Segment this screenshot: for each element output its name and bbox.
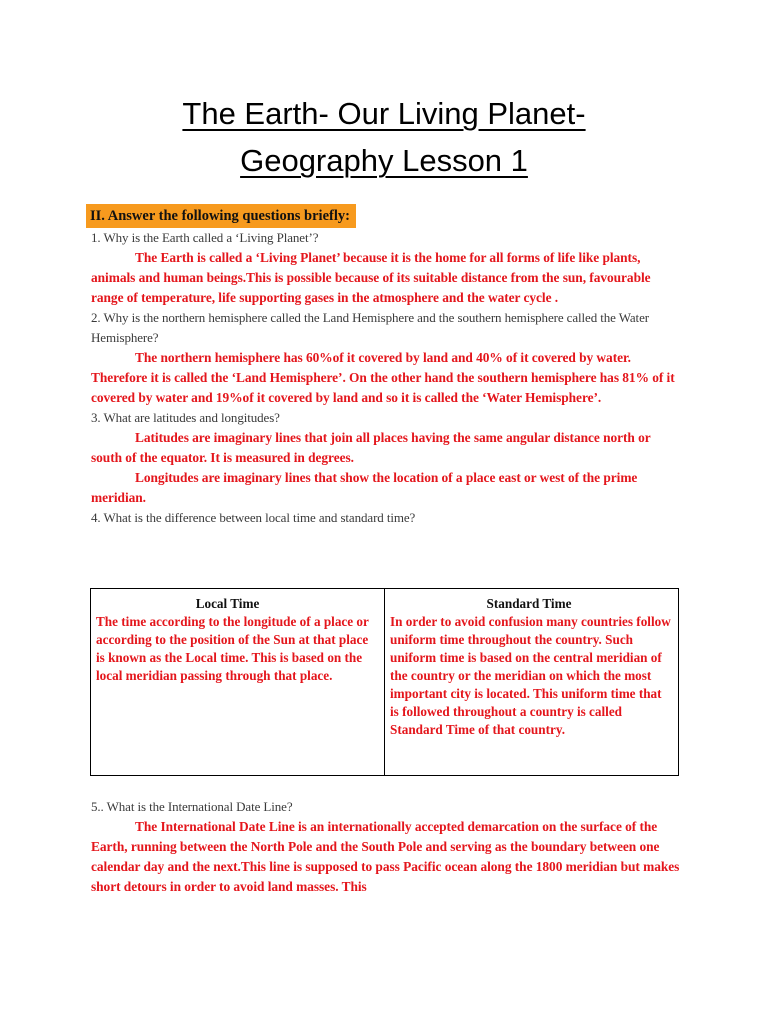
time-comparison-table: [90, 588, 679, 776]
standard-time-heading: Standard Time: [486, 596, 572, 611]
question-3: 3. What are latitudes and longitudes?: [91, 410, 280, 425]
answer-1: [91, 248, 681, 308]
standard-time-text: In order to avoid confusion many countries follow uniform time throughout the country. Such uniform time is based on the central meridian of the country or the meridian on which the most important city is located. This uniform time that is followed throughout a country is called Standard Time of that country.: [390, 614, 671, 737]
answer-3-longitudes: [91, 468, 681, 508]
answer-3-longitudes-text: Longitudes are imaginary lines that show the location of a place east or west of the prime meridian.: [91, 470, 638, 505]
local-time-heading: Local Time: [195, 596, 260, 611]
questions-block-1: [91, 228, 681, 528]
local-time-column: [91, 589, 385, 775]
question-2: 2. Why is the northern hemisphere called the Land Hemisphere and the southern hemisphere called the Water Hemisphere?: [91, 310, 649, 345]
section-heading: II. Answer the following questions briefly:: [86, 204, 356, 228]
questions-block-2: [91, 797, 681, 897]
answer-3-latitudes-text: Latitudes are imaginary lines that join all places having the same angular distance north or south of the equator. It is measured in degrees.: [91, 430, 651, 465]
question-5: 5.. What is the International Date Line?: [91, 799, 293, 814]
question-4: 4. What is the difference between local time and standard time?: [91, 510, 416, 525]
standard-time-column: [385, 589, 678, 775]
answer-3-latitudes: [91, 428, 681, 468]
answer-5-text: The International Date Line is an internationally accepted demarcation on the surface of the Earth, running between the North Pole and the South Pole and serving as the boundary between one calendar day and the next.This line is supposed to pass Pacific ocean along the 1800 meridian but makes short detours in order to avoid land masses. This: [91, 819, 680, 894]
answer-5: [91, 817, 681, 897]
local-time-text: The time according to the longitude of a place or according to the position of the Sun at that place is known as the Local time. This is based on the local meridian passing through that place.: [96, 614, 369, 683]
answer-2-text: The northern hemisphere has 60%of it covered by land and 40% of it covered by water. Therefore it is called the ‘Land Hemisphere’. On the other hand the southern hemisphere has 81% of it covered by water and 19%of it covered by land and so it is called the ‘Water Hemisphere’.: [91, 350, 675, 405]
answer-2: [91, 348, 681, 408]
page-title-line-1: The Earth- Our Living Planet-: [182, 96, 586, 131]
answer-1-text: The Earth is called a ‘Living Planet’ because it is the home for all forms of life like plants, animals and human beings.This is possible because of its suitable distance from the sun, favourable range of temperature, life supporting gases in the atmosphere and the water cycle .: [91, 250, 651, 305]
question-1: 1. Why is the Earth called a ‘Living Planet’?: [91, 230, 319, 245]
page-title-line-2: Geography Lesson 1: [240, 143, 528, 178]
